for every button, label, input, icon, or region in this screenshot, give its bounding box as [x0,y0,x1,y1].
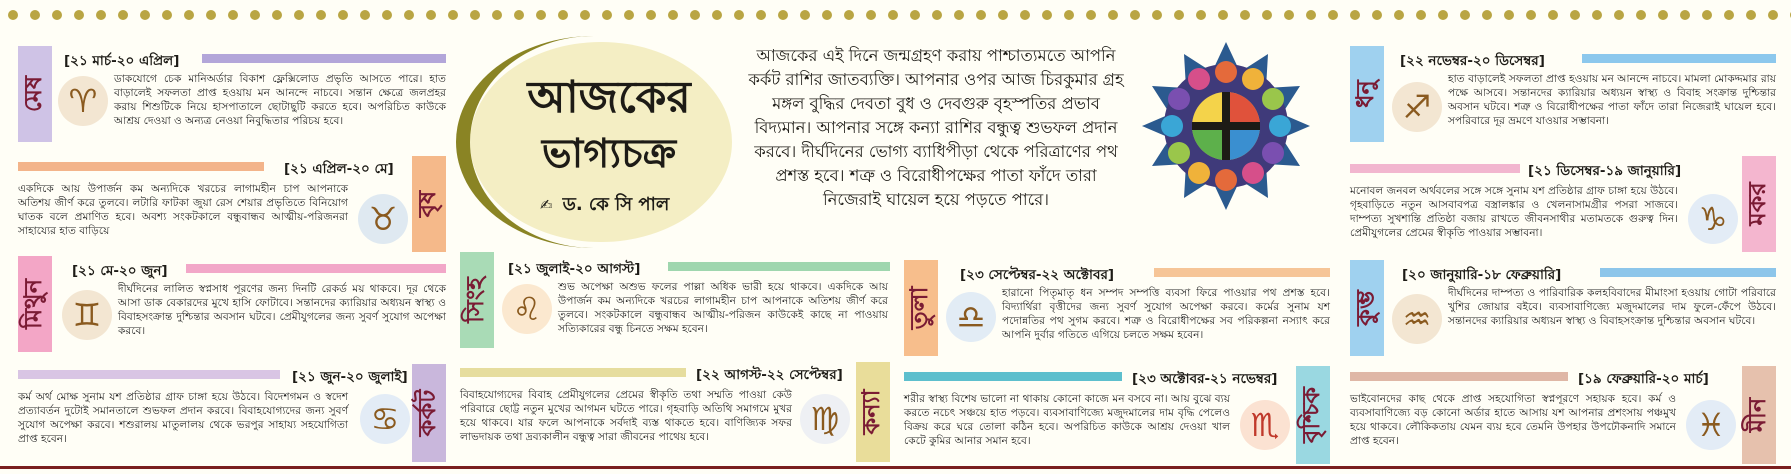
pisces-icon [1686,400,1736,450]
border-dot [1570,10,1580,20]
virgo-symbol: ♍ [810,400,840,438]
border-dot [1658,10,1668,20]
border-dot [976,10,986,20]
border-dot [1350,10,1360,20]
border-dot [1064,10,1074,20]
border-dot [1614,10,1624,20]
sign-card-brishchik [904,366,1330,464]
sign-date: [২৩ অক্টোবর-২১ নভেম্বর] [1132,371,1278,387]
border-dot [1416,10,1426,20]
author-byline [540,190,669,221]
border-dot [140,10,150,20]
border-dot [1592,10,1602,20]
sign-bar [18,370,280,379]
sign-date: [২১ জুলাই-২০ আগস্ট] [508,261,641,277]
sign-bar [186,264,446,273]
sign-date: [২১ ডিসেম্বর-১৯ জানুয়ারি] [1528,163,1682,179]
sign-prediction: দীর্ঘদিনের লালিত স্বপ্নসাধ পূরণের জন্য দিনটি রেকর্ড ময় থাকবে। দূর থেকে আসা ডাক বেকারদের মুখে হাসি ফোটাবে। সন্তানদের ক্যারিয়ার অধ্যয়ন স্বাস্থ্য ও বিবাহসংক্রান্ত দুশ্চিন্তার অবসান ঘটবে। প্রেমীযুগলের জন্য সুবর্ণ সুযোগ অপেক্ষা করবে। [118,283,446,337]
border-dot [998,10,1008,20]
border-dot [888,10,898,20]
border-dot [426,10,436,20]
sign-bar [1600,268,1776,277]
sign-name: মকর [1742,182,1771,226]
sign-name: বৃশ্চিক [1296,386,1325,444]
dotted-border [0,0,1791,22]
border-dot [1680,10,1690,20]
border-dot [1526,10,1536,20]
border-dot [1130,10,1140,20]
border-dot [52,10,62,20]
border-dot [96,10,106,20]
border-dot [954,10,964,20]
border-dot [184,10,194,20]
border-dot [228,10,238,20]
border-dot [1504,10,1514,20]
border-dot [272,10,282,20]
border-dot [800,10,810,20]
libra-symbol: ♎ [956,298,986,336]
sign-card-mesh [18,46,446,142]
capricorn-symbol: ♑ [1698,200,1728,238]
border-dot [30,10,40,20]
sign-tag [1742,366,1776,464]
sign-date: [১৯ ফেব্রুয়ারি-২০ মার্চ] [1578,371,1709,387]
sign-date: [২১ মার্চ-২০ এপ্রিল] [64,53,180,69]
border-dot [1262,10,1272,20]
sign-tag [18,256,52,352]
libra-icon [946,292,996,342]
border-dot [932,10,942,20]
sign-name: কন্যা [856,389,885,435]
pen-icon: ✍ [540,196,553,214]
sign-name: কুম্ভ [1350,290,1379,326]
border-dot [844,10,854,20]
border-dot [712,10,722,20]
border-dot [492,10,502,20]
virgo-icon [800,394,850,444]
bottom-rule [0,466,1791,469]
leo-symbol: ♌ [512,290,542,328]
sign-prediction: দীর্ঘদিনের দাম্পত্য ও পারিবারিক কলহবিবাদের মীমাংসা হওয়ায় গোটা পরিবারে খুশির জোয়ার বইবে। ব্যবসাবাণিজ্যে মজুদমালের দাম ফুলে-ফেঁপে উঠবে। সন্তানদের ক্যারিয়ার অধ্যয়ন স্বাস্থ্য ও বিবাহসংক্রান্ত দুশ্চিন্তার অবসান ঘটবে। [1448,287,1776,327]
sign-card-karkat [18,364,446,462]
sign-date: [২৩ সেপ্টেম্বর-২২ অক্টোবর] [960,267,1115,283]
sign-bar [1582,54,1776,63]
sign-card-singha [460,252,890,348]
border-dot [1240,10,1250,20]
border-dot [74,10,84,20]
border-dot [448,10,458,20]
border-dot [1086,10,1096,20]
border-dot [294,10,304,20]
zodiac-wheel-icon [1142,42,1310,210]
sign-card-tula [904,260,1330,356]
sign-prediction: ভাইবোনদের কাছ থেকে প্রাপ্ত সহযোগিতা স্বপ্নপূরণে সহায়ক হবে। কর্ম ও ব্যবসাবাণিজ্যে বড় কোনো অর্ডার হাতে আসায় যশ আপনার প্রশংসায় পঞ্চমুখ হয়ে থাকবে। লৌকিকতায় যেমন ব্যয় হবে তেমনি উপহার উপঢৌকনাদি সমানে প্রাপ্ত হবেন। [1350,393,1676,447]
border-dot [8,10,18,20]
leo-icon [502,284,552,334]
cancer-symbol: ♋ [370,400,400,438]
border-dot [1636,10,1646,20]
sign-card-kumbha [1350,260,1776,356]
sign-name: ধনু [1350,80,1379,108]
border-dot [1108,10,1118,20]
sign-bar [668,262,890,271]
border-dot [734,10,744,20]
aries-symbol: ♈ [68,82,98,120]
sign-tag [1350,46,1384,142]
gemini-symbol: ♊ [72,296,102,334]
sign-card-mithun [18,256,446,352]
page-title: আজকের [527,72,691,123]
border-dot [690,10,700,20]
title-badge [470,42,732,242]
border-dot [1328,10,1338,20]
sign-name: সিংহ [460,277,489,323]
border-dot [1042,10,1052,20]
capricorn-icon [1688,194,1738,244]
author-name: ড. কে সি পাল [562,194,670,215]
border-dot [602,10,612,20]
border-dot [536,10,546,20]
sign-prediction: বিবাহযোগ্যদের বিবাহ প্রেমীযুগলের প্রেমের স্বীকৃতি তথা সম্মতি পাওয়া কেউ পরিবারে ছোট্ট নতুন মুখের আগমন ঘটতে পারে। গৃহবাড়ি অতিথি সমাগমে মুখর হয়ে থাকবে। যার ফলে আপনাকে সর্বদাই ব্যস্ত থাকতে হবে। বাণিজ্যিক সফর লাভদায়ক তথা দ্রব্যকালীন বন্ধুত্ব সারা জীবনের পাথেয় হবে। [460,389,792,443]
border-dot [866,10,876,20]
border-dot [558,10,568,20]
sagittarius-symbol: ♐ [1402,88,1432,126]
scorpio-symbol: ♏ [1250,406,1280,444]
intro-paragraph: আজকের এই দিনে জন্মগ্রহণ করায় পাশ্চাত্যমতে আপনি কর্কট রাশির জাতব্যক্তি। আপনার ওপর আজ চিরকুমার গ্রহ মঙ্গল বুদ্ধির দেবতা বুধ ও দেবগুরু বৃহস্পতির প্রভাব বিদ্যমান। আপনার সঙ্গে কন্যা রাশির বন্ধুত্ব শুভফল প্রদান করবে। দীর্ঘদিনের ভোগ্য ব্যাধিপীড়া থেকে পরিত্রাণের পথ প্রশস্ত হবে। শত্রু ও বিরোধীপক্ষের পাতা ফাঁদে তারা নিজেরাই ঘায়েল হয়ে পড়তে পারে। [748,46,1124,209]
border-dot [1174,10,1184,20]
sign-tag [856,362,890,462]
sign-name: মীন [1742,397,1771,433]
sign-tag [1296,366,1330,464]
sign-card-brish [18,156,446,252]
border-dot [250,10,260,20]
border-dot [1394,10,1404,20]
sign-date: [২২ আগস্ট-২২ সেপ্টেম্বর] [696,367,843,383]
border-dot [1218,10,1228,20]
aries-icon [58,76,108,126]
border-dot [360,10,370,20]
border-dot [1724,10,1734,20]
sign-date: [২১ এপ্রিল-২০ মে] [284,161,394,177]
sign-name: বৃষ [412,190,441,218]
sign-date: [২১ জুন-২০ জুলাই] [292,369,408,385]
border-dot [1482,10,1492,20]
sign-tag [460,252,494,348]
aquarius-symbol: ♒ [1402,300,1432,338]
border-dot [646,10,656,20]
border-dot [1548,10,1558,20]
border-dot [470,10,480,20]
border-dot [1196,10,1206,20]
sign-prediction: শরীর স্বাস্থ্য বিশেষ ভালো না থাকায় কোনো কাজে মন বসবে না। আয় বুঝে ব্যয় করতে নচেৎ সঞ্চয়ে হাত পড়বে। ব্যবসাবাণিজ্যে মজুদমালের দাম বৃদ্ধি পেলেও বিক্রয় করে ঘরে তোলা কঠিন হবে। অপরিচিত কাউকে আশ্রয় দেওয়া খাল কেটে কুমির আনার সমান হবে। [904,393,1230,447]
border-dot [382,10,392,20]
sign-prediction: ডাকযোগে চেক মানিঅর্ডার বিকাশ ফ্লেক্সিলোড প্রভৃতি আসতে পারে। হাত বাড়ালেই সফলতা প্রাপ্ত হওয়ায় মন আনন্দে নাচবে। সন্তান ক্ষেত্রে জলপ্রহর করায় শিশুটিকে নিয়ে হাসপাতালে ছোটাছুটি করতে হবে। অপরিচিত কাউকে আশ্রয় দেওয়া ও অন্যত্র নেওয়া নিবুদ্ধিতার পরিচয় হবে। [114,73,446,127]
pisces-symbol: ♓ [1696,406,1726,444]
sign-prediction: শুভ অপেক্ষা অশুভ ফলের পাল্লা অধিক ভারী হয়ে থাকবে। একদিকে আয় উপার্জন কম অন্যদিকে খরচের লাগামহীন চাপ আপনাকে অতিশয় জীর্ণ করে তুলবে। সংকটকালে বন্ধুবান্ধব আত্মীয়-পরিজন কাউকেই কাছে না পাওয়ায় সত্যিকারের বন্ধু চিনতে সক্ষম হবেন। [558,281,888,335]
border-dot [1372,10,1382,20]
border-dot [1152,10,1162,20]
sign-card-dhanu [1350,46,1776,142]
taurus-symbol: ♉ [368,200,398,238]
sign-prediction: হারানো পিতৃমাতৃ ধন সম্পদ সম্পত্তি ব্যবসা ফিরে পাওয়ার পথ প্রশস্ত হবে। বিদ্যার্থিরা বৃত্তীদের জন্য সুবর্ণ সুযোগ অপেক্ষা করবে। কর্মের সুনাম যশ পদোন্নতির পথ সুগম করবে। শত্রু ও বিরোধীপক্ষের সব পরিকল্পনা নস্যাৎ করে আপনি দুর্বার গতিতে এগিয়ে চলতে সক্ষম হবেন। [1002,287,1330,341]
sign-prediction: একদিকে আয় উপার্জন কম অন্যদিকে খরচের লাগামহীন চাপ আপনাকে অতিশয় জীর্ণ করে তুলবে। লটারি ফাটকা জুয়া রেস শেয়ার প্রভৃতিতে বিনিয়োগ ঘাতক বলে প্রমাণিত হবে। অবশ্য সংকটকালে বন্ধুবান্ধব আত্মীয়-পরিজনরা সাহায্যের হাত বাড়িয়ে [18,183,348,237]
sign-name: মিথুন [18,278,47,330]
border-dot [822,10,832,20]
gemini-icon [62,290,112,340]
page-subtitle: ভাগ্যচক্র [541,130,677,177]
border-dot [162,10,172,20]
border-dot [1284,10,1294,20]
border-dot [1768,10,1778,20]
sign-name: তুলা [904,286,933,330]
border-dot [1020,10,1030,20]
border-dot [1460,10,1470,20]
sign-date: [২১ মে-২০ জুন] [72,263,168,279]
border-dot [778,10,788,20]
sign-tag [412,364,446,462]
border-dot [1702,10,1712,20]
sign-name: মেষ [18,75,47,113]
scorpio-icon [1240,400,1290,450]
border-dot [514,10,524,20]
sign-date: [২২ নভেম্বর-২০ ডিসেম্বর] [1400,53,1545,69]
border-dot [316,10,326,20]
sign-card-meen [1350,366,1776,464]
sign-card-makar [1350,156,1776,252]
sign-tag [1350,260,1384,356]
aquarius-icon [1392,294,1442,344]
sign-tag [412,156,446,252]
cancer-icon [360,394,410,444]
sign-name: কর্কট [412,389,441,437]
sign-tag [18,46,52,142]
sign-bar [904,372,1122,381]
border-dot [1306,10,1316,20]
border-dot [118,10,128,20]
sign-bar [1154,268,1330,277]
border-dot [668,10,678,20]
sign-tag [1742,156,1776,252]
border-dot [756,10,766,20]
border-dot [580,10,590,20]
border-dot [338,10,348,20]
border-dot [624,10,634,20]
sign-card-kanya [460,362,890,462]
sign-bar [1350,372,1568,381]
border-dot [1746,10,1756,20]
sign-prediction: কর্ম অর্থ মোক্ষ সুনাম যশ প্রতিষ্ঠার গ্রাফ চাঙ্গা হয়ে উঠবে। বিদেশগমন ও স্বদেশ প্রত্যাবর্তন দুটোই সমানতালে শুভফল প্রদান করবে। বিবাহযোগ্যদের জন্য সুবর্ণ সুযোগ অপেক্ষা করবে। শশুরালয় মাতুলালয় থেকে ভরপুর সাহায্য সহযোগিতা প্রাপ্ত হবেন। [18,391,348,445]
sign-bar [1350,164,1520,173]
taurus-icon [358,194,408,244]
sign-bar [18,162,264,171]
sign-bar [202,54,446,63]
sign-date: [২০ জানুয়ারি-১৮ ফেব্রুয়ারি] [1402,267,1562,283]
border-dot [206,10,216,20]
sign-prediction: হাত বাড়ালেই সফলতা প্রাপ্ত হওয়ায় মন আনন্দে নাচবে। মামলা মোকদ্দমার রায় পক্ষে আসবে। সন্তানদের ক্যারিয়ার অধ্যয়ন স্বাস্থ্য ও বিবাহ সংক্রান্ত দুশ্চিন্তার অবসান ঘটবে। শত্রু ও বিরোধীপক্ষের পাতা ফাঁদে তারা নিজেরাই ঘায়েল হবে। সপরিবারে দূর ভ্রমণে যাওয়ার সম্ভাবনা। [1448,73,1776,127]
sagittarius-icon [1392,82,1442,132]
sign-tag [904,260,938,356]
border-dot [1438,10,1448,20]
sign-bar [460,368,686,377]
border-dot [910,10,920,20]
sign-prediction: মনোবল জনবল অর্থবলের সঙ্গে সঙ্গে সুনাম যশ প্রতিষ্ঠার গ্রাফ চাঙ্গা হয়ে উঠবে। গৃহবাড়িতে নতুন আসবাবপত্র বস্ত্রালঙ্কার ও খেলনাসামগ্রীর পসরা সাজবে। দাম্পত্য সুখশান্তি প্রতিষ্ঠা বজায় রাখতে জীবনসাথীর মতামতকে গুরুত্ব দিন। প্রেমীযুগলের প্রেমের স্বীকৃতি পাওয়ার সম্ভাবনা। [1350,185,1678,239]
border-dot [404,10,414,20]
